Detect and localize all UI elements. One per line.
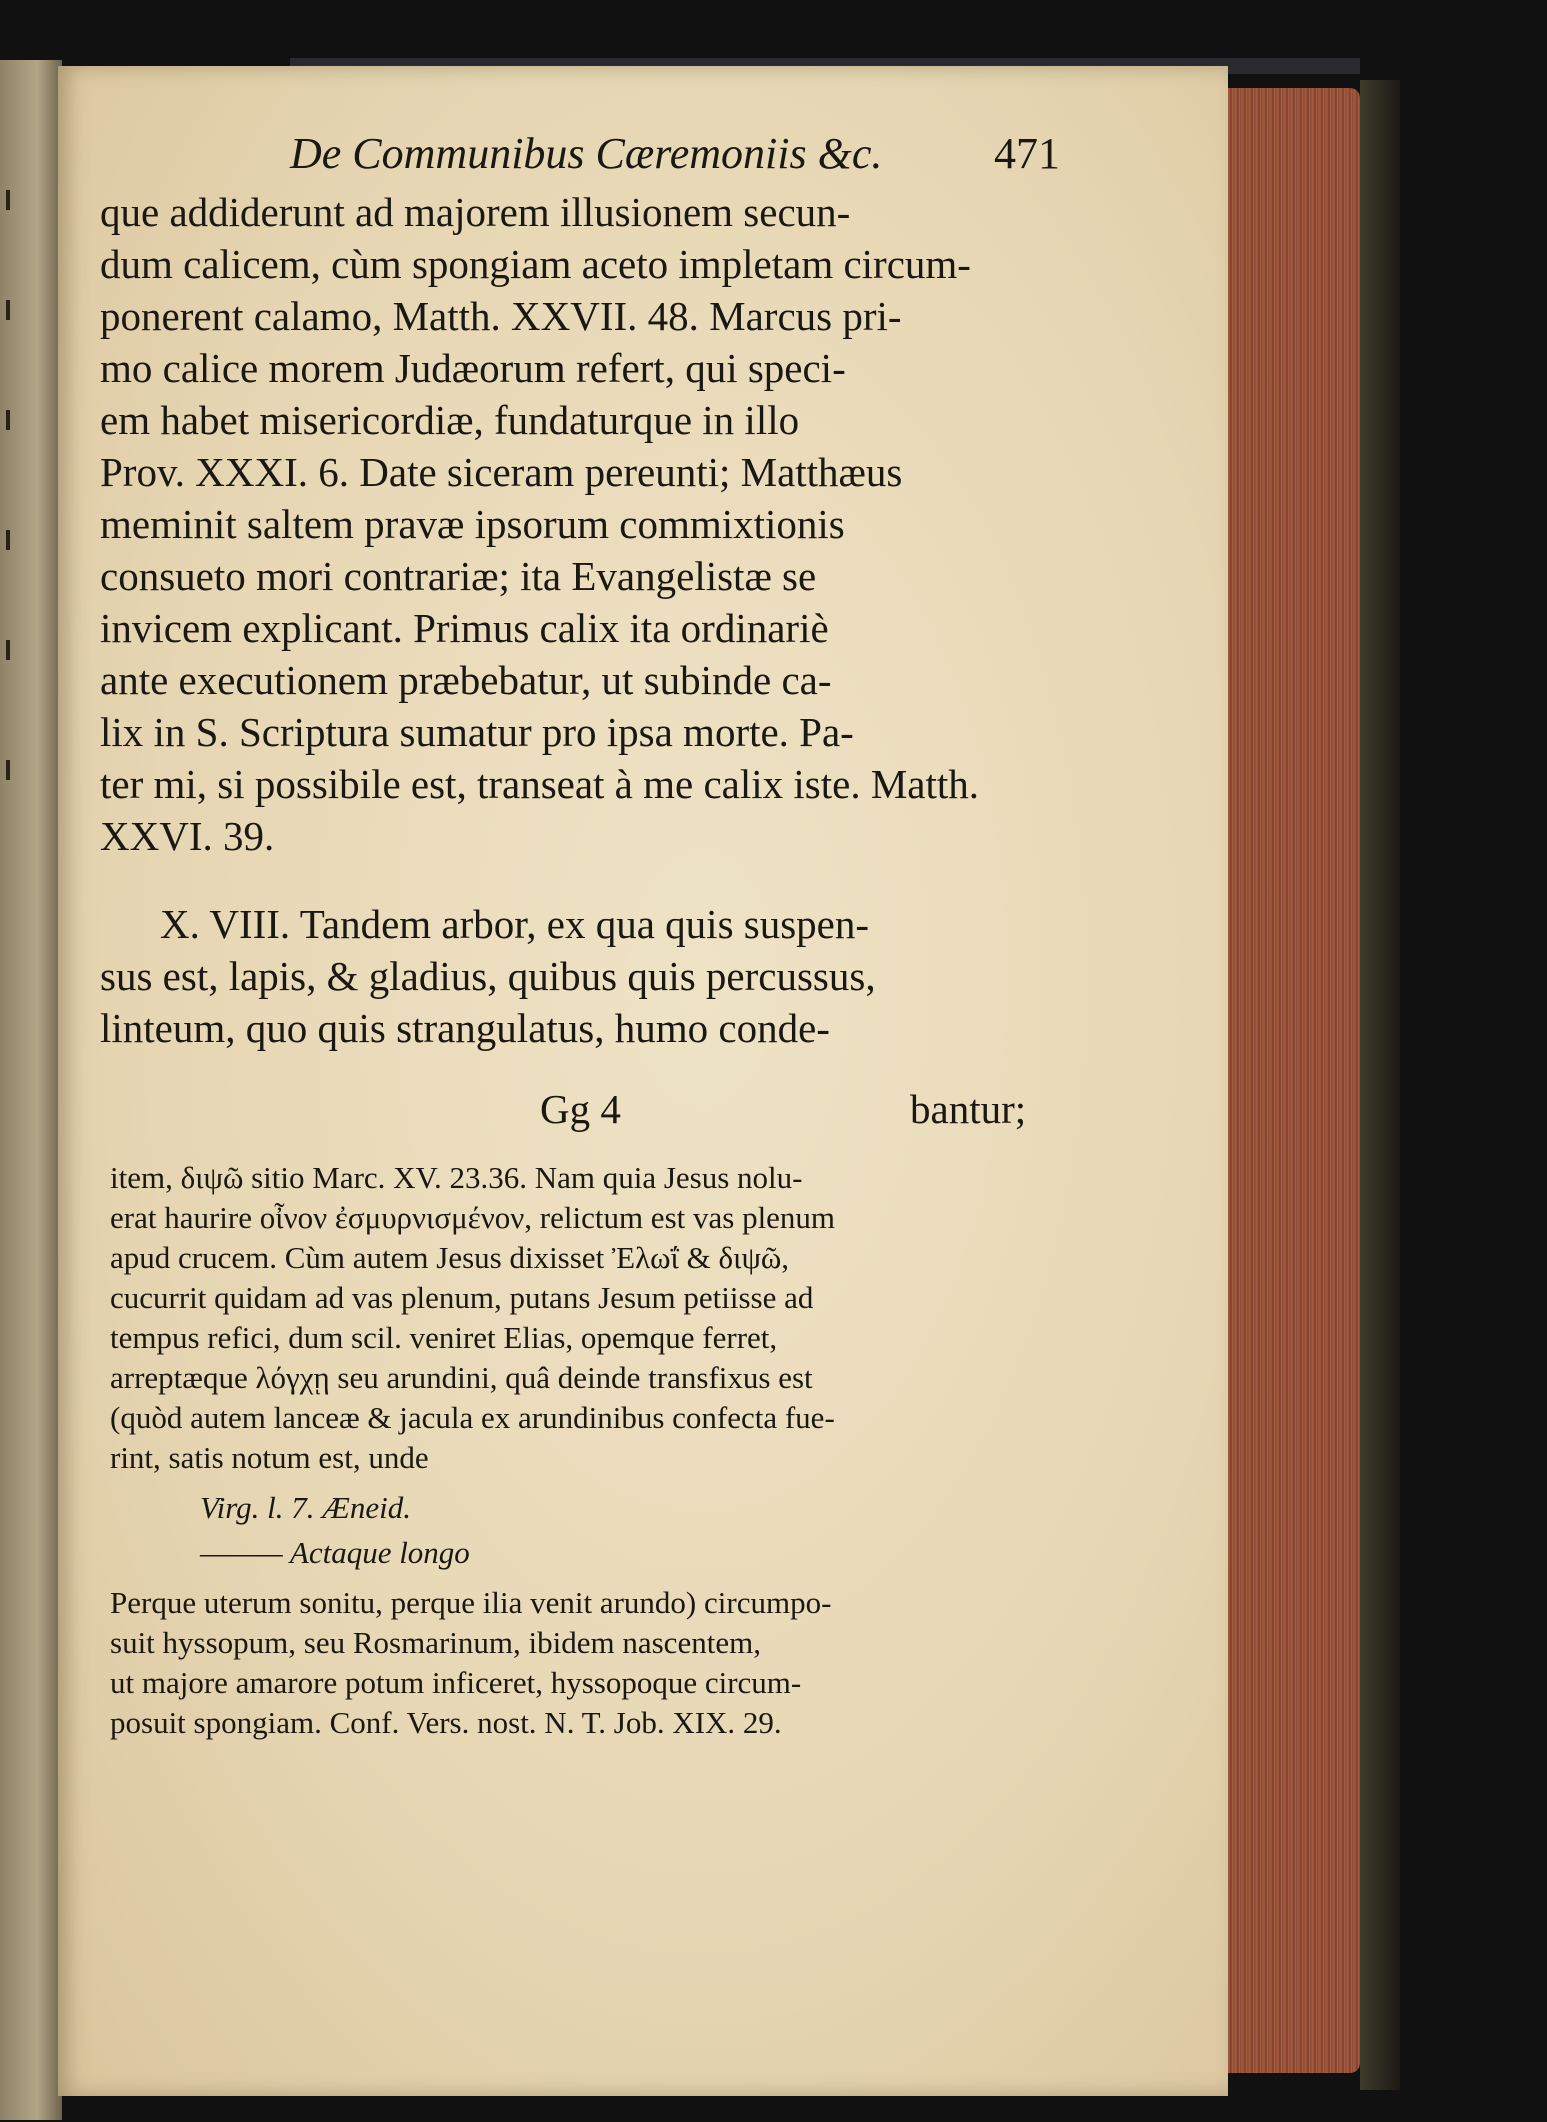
footnote-line: apud crucem. Cùm autem Jesus dixisset Ἐλωΐ & διψῶ,	[110, 1240, 790, 1275]
binding-edge	[1360, 80, 1400, 2090]
footnote-line: arreptæque λόγχῃ seu arundini, quâ deinde transfixus est	[110, 1360, 813, 1395]
footnote-line: posuit spongiam. Conf. Vers. nost. N. T. Job. XIX. 29.	[110, 1705, 782, 1740]
footnote-line: ut majore amarore potum inficeret, hyssopoque circum-	[110, 1665, 802, 1700]
ink-mark	[6, 300, 10, 320]
page-fore-edge	[1212, 88, 1360, 2073]
footnote-line: cucurrit quidam ad vas plenum, putans Jesum petiisse ad	[110, 1280, 814, 1315]
text-line: mo calice morem Judæorum refert, qui speci-	[100, 345, 846, 391]
page-number: 471	[994, 129, 1060, 178]
ink-mark	[6, 530, 10, 550]
text-line: invicem explicant. Primus calix ita ordinariè	[100, 605, 829, 651]
footnote-line: rint, satis notum est, unde	[110, 1440, 429, 1475]
text-line: meminit saltem pravæ ipsorum commixtionis	[100, 501, 845, 547]
footnote-line: suit hyssopum, seu Rosmarinum, ibidem nascentem,	[110, 1625, 761, 1660]
ink-mark	[6, 410, 10, 430]
footnote-line: (quòd autem lanceæ & jacula ex arundinibus confecta fue-	[110, 1400, 835, 1435]
footnote-line: tempus refici, dum scil. veniret Elias, opemque ferret,	[110, 1320, 778, 1355]
ink-mark	[6, 640, 10, 660]
text-line: consueto mori contrariæ; ita Evangelistæ se	[100, 553, 817, 599]
running-title: De Communibus Cæremoniis &c.	[290, 129, 883, 178]
footnote-line: Perque uterum sonitu, perque ilia venit arundo) circumpo-	[110, 1585, 832, 1620]
text-line: ter mi, si possibile est, transeat à me calix iste. Matth.	[100, 761, 980, 807]
footnote-line: erat haurire οἶνον ἐσμυρνισμένον, relictum est vas plenum	[110, 1200, 836, 1235]
ink-mark	[6, 760, 10, 780]
text-line: que addiderunt ad majorem illusionem secun-	[100, 189, 851, 235]
text-line: Prov. XXXI. 6. Date siceram pereunti; Matthæus	[100, 449, 903, 495]
text-line: em habet misericordiæ, fundaturque in illo	[100, 397, 800, 443]
text-line: dum calicem, cùm spongiam aceto impletam circum-	[100, 241, 971, 287]
ink-mark	[6, 190, 10, 210]
previous-page-edge	[0, 60, 62, 2120]
text-line: XXVI. 39.	[100, 813, 275, 859]
verse-source: Virg. l. 7. Æneid.	[200, 1490, 411, 1525]
text-line: lix in S. Scriptura sumatur pro ipsa morte. Pa-	[100, 709, 854, 755]
text-line: linteum, quo quis strangulatus, humo conde-	[100, 1005, 830, 1051]
text-line: X. VIII. Tandem arbor, ex qua quis suspen-	[160, 901, 870, 947]
catchword: bantur;	[910, 1086, 1027, 1132]
signature-mark: Gg 4	[540, 1086, 621, 1132]
text-line: ponerent calamo, Matth. XXVII. 48. Marcus pri-	[100, 293, 902, 339]
text-line: sus est, lapis, & gladius, quibus quis percussus,	[100, 953, 876, 999]
footnote-line: item, διψῶ sitio Marc. XV. 23.36. Nam quia Jesus nolu-	[110, 1160, 803, 1195]
verse-line: ——— Actaque longo	[200, 1535, 470, 1570]
text-line: ante executionem præbebatur, ut subinde ca-	[100, 657, 832, 703]
